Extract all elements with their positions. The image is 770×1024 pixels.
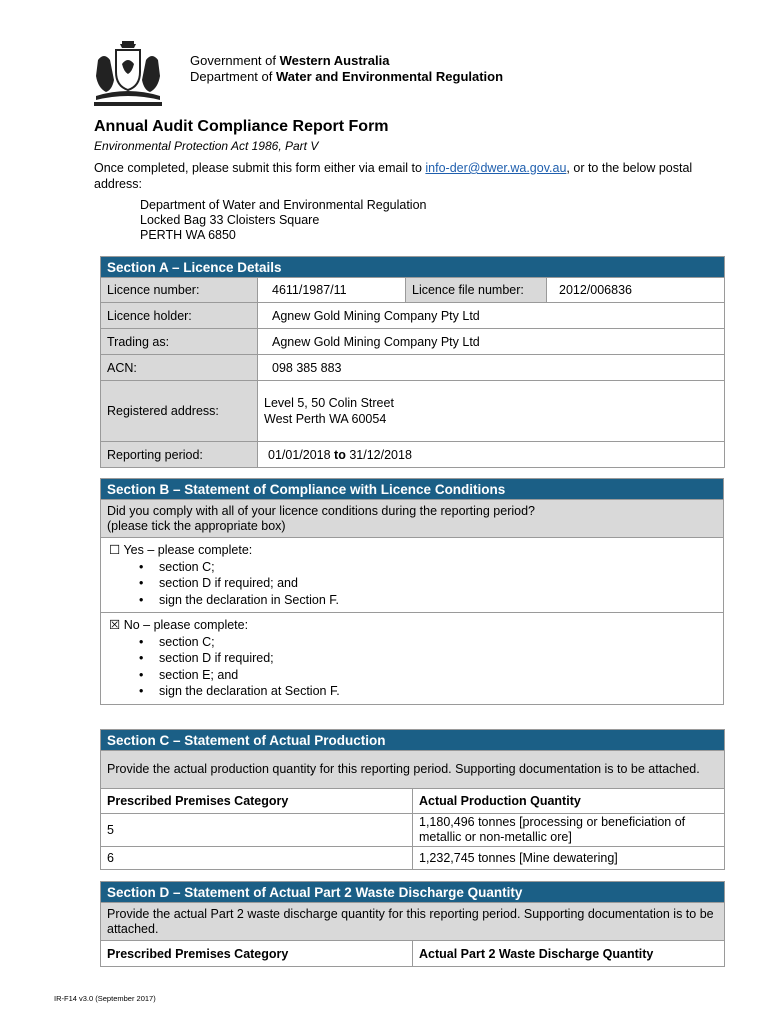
list-item: • section C; [159,559,717,576]
section-a-heading: Section A – Licence Details [101,257,725,278]
section-c-instruction: Provide the actual production quantity for this reporting period. Supporting documentation is to be attached. [101,751,725,789]
category-cell[interactable]: 6 [101,847,413,870]
acn-label: ACN: [101,355,258,381]
address-line: West Perth WA 60054 [264,412,387,426]
option-no [101,613,724,705]
no-label: No – please complete: [123,618,249,632]
option-yes [101,538,724,613]
trading-as-value[interactable]: Agnew Gold Mining Company Pty Ltd [258,329,725,355]
section-a-table [100,256,725,468]
licence-number-value[interactable]: 4611/1987/11 [258,278,406,303]
address-line: PERTH WA 6850 [140,228,236,242]
section-d-heading: Section D – Statement of Actual Part 2 Waste Discharge Quantity [101,882,725,903]
table-row [101,847,725,870]
period-to: 31/12/2018 [349,447,412,462]
licence-file-value[interactable]: 2012/006836 [547,278,725,303]
column-header-category: Prescribed Premises Category [101,941,413,967]
list-item: • section C; [159,634,717,651]
address-line: Locked Bag 33 Cloisters Square [140,213,320,227]
acn-value[interactable]: 098 385 883 [258,355,725,381]
section-d-instruction: Provide the actual Part 2 waste discharge quantity for this reporting period. Supporting documentation is to be attached. [101,903,725,941]
list-item: • sign the declaration at Section F. [159,683,717,700]
email-link[interactable]: info-der@dwer.wa.gov.au [425,161,567,175]
department-name: Department of Water and Environmental Regulation [190,69,504,84]
coat-of-arms-logo [92,40,164,108]
reporting-period-label: Reporting period: [101,442,258,468]
address-line: Level 5, 50 Colin Street [264,396,394,410]
address-line: Department of Water and Environmental Regulation [140,198,427,212]
column-header-category: Prescribed Premises Category [101,789,413,814]
list-item: • sign the declaration in Section F. [159,592,717,609]
form-title: Annual Audit Compliance Report Form [94,118,389,135]
period-to-word: to [334,447,346,462]
question-line: (please tick the appropriate box) [107,518,286,533]
licence-holder-label: Licence holder: [101,303,258,329]
yes-label: Yes – please complete: [123,543,253,557]
licence-file-label: Licence file number: [406,278,547,303]
licence-holder-value[interactable]: Agnew Gold Mining Company Pty Ltd [258,303,725,329]
no-checkbox[interactable]: ☒ [109,618,121,632]
column-header-discharge: Actual Part 2 Waste Discharge Quantity [413,941,725,967]
letterhead [92,40,692,110]
quantity-cell[interactable]: 1,180,496 tonnes [processing or beneficiation of metallic or non-metallic ore] [413,814,725,847]
reporting-period-value[interactable] [258,442,725,468]
list-item: • section D if required; and [159,575,717,592]
registered-address-label: Registered address: [101,381,258,442]
section-c-table [100,729,725,870]
form-code: IR-F14 v3.0 (September 2017) [54,994,156,1003]
trading-as-label: Trading as: [101,329,258,355]
column-header-quantity: Actual Production Quantity [413,789,725,814]
postal-address [140,198,427,243]
compliance-question [101,500,724,538]
section-b-table [100,478,724,705]
yes-checkbox[interactable]: ☐ [109,543,121,557]
registered-address-value[interactable] [258,381,725,442]
licence-number-label: Licence number: [101,278,258,303]
submission-instructions: Once completed, please submit this form either via email to info-der@dwer.wa.gov.au, or to the below postal address: [94,161,693,191]
form-subtitle: Environmental Protection Act 1986, Part V [94,139,319,153]
government-name: Government of Western Australia [190,53,390,68]
list-item: • section E; and [159,667,717,684]
section-b-heading: Section B – Statement of Compliance with Licence Conditions [101,479,724,500]
category-cell[interactable]: 5 [101,814,413,847]
question-line: Did you comply with all of your licence conditions during the reporting period? [107,503,536,518]
list-item: • section D if required; [159,650,717,667]
section-c-heading: Section C – Statement of Actual Production [101,730,725,751]
period-from: 01/01/2018 [268,447,331,462]
table-row [101,814,725,847]
section-d-table [100,881,725,967]
quantity-cell[interactable]: 1,232,745 tonnes [Mine dewatering] [413,847,725,870]
